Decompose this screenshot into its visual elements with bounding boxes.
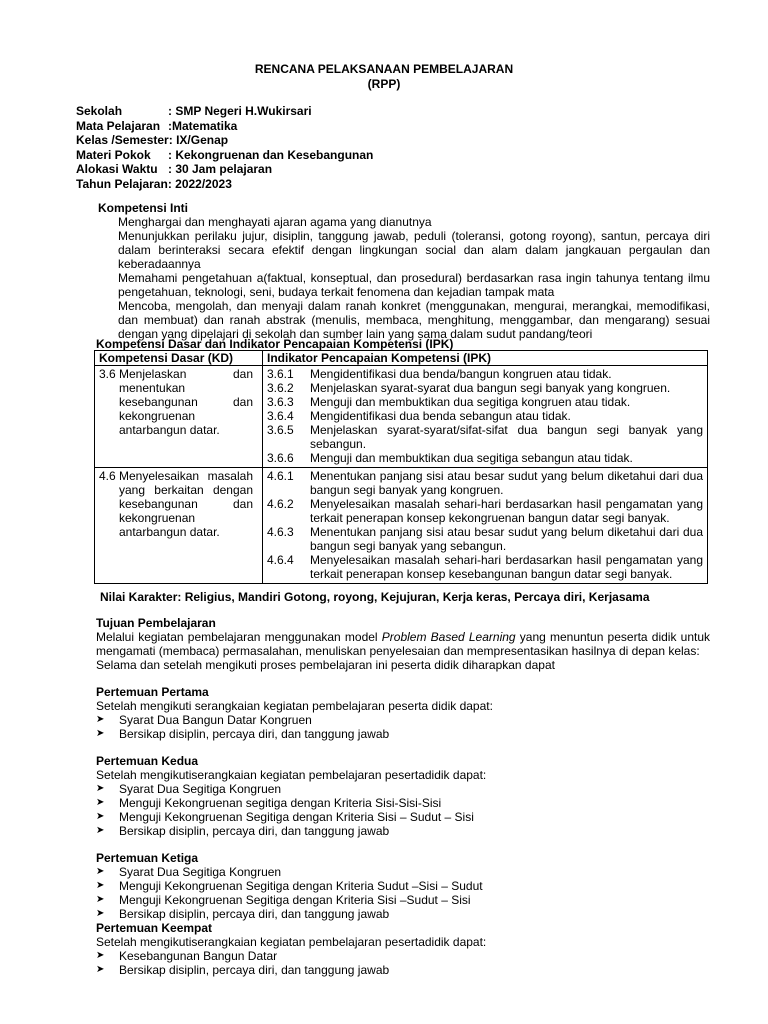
meta-row-kelas: Kelas /Semester: IX/Genap [76, 133, 229, 147]
list-item: ➤ Kesebangunan Bangun Datar [96, 949, 278, 963]
tujuan-paragraph-1: Melalui kegiatan pembelajaran menggunakan model Problem Based Learning yang menuntun peserta didik untuk mengamati (membaca) permasalahan, menuliskan penyelesaian dan mempresentasikan hasilnya di depan kelas: [96, 630, 710, 658]
arrowhead-bullet-icon: ➤ [96, 880, 105, 891]
pertemuan-intro: Setelah mengikuti serangkaian kegiatan pembelajaran peserta didik dapat: [96, 699, 493, 713]
pertemuan-keempat [96, 921, 710, 977]
meta-row-materi: Materi Pokok : Kekongruenan dan Kesebangunan [76, 147, 374, 162]
ki-item-4: Mencoba, mengolah, dan menyaji dalam ranah konkret (menggunakan, mengurai, merangkai, memodifikasi, dan membuat) dan ranah abstrak (menulis, membaca, menghitung, menggambar, dan mengarang) sesuai dengan yang dipelajari di sekolah dan sumber lain yang sama dalam sudut pandang/teori [118, 299, 710, 341]
kd-text: Menyelesaikan masalah yang berkaitan dengan kesebangunan dan kekongruenan antarbangun datar. [119, 469, 253, 539]
arrowhead-bullet-icon: ➤ [96, 950, 105, 961]
ipk-item: 3.6.2 Menjelaskan syarat-syarat dua bangun segi banyak yang kongruen. [267, 381, 671, 395]
meta-row-sekolah: Sekolah : SMP Negeri H.Wukirsari [76, 104, 312, 118]
ipk-item: 4.6.3 Menentukan panjang sisi atau besar sudut yang belum diketahui dari dua bangun segi banyak yang sebangun. [267, 525, 703, 553]
pertemuan-pertama [96, 685, 710, 741]
ipk-item: 4.6.1 Menentukan panjang sisi atau besar sudut yang belum diketahui dari dua bangun segi banyak yang kongruen. [267, 469, 703, 497]
meta-row-tahun: Tahun Pelajaran: 2022/2023 [76, 176, 232, 191]
list-item: ➤ Menguji Kekongruenan Segitiga dengan Kriteria Sisi – Sudut – Sisi [96, 810, 474, 824]
ipk-item: 3.6.3 Menguji dan membuktikan dua segitiga kongruen atau tidak. [267, 395, 631, 409]
identity-block [76, 104, 373, 191]
header-kd: Kompetensi Dasar (KD) [95, 351, 263, 366]
arrowhead-bullet-icon: ➤ [96, 964, 105, 975]
tujuan-paragraph-2: Selama dan setelah mengikuti proses pembelajaran ini peserta didik diharapkan dapat [96, 658, 555, 672]
ipk-item: 3.6.5 Menjelaskan syarat-syarat/sifat-sifat dua bangun segi banyak yang sebangun. [267, 423, 703, 451]
table-header-row [95, 351, 708, 366]
pertemuan-intro: Setelah mengikutiserangkaian kegiatan pembelajaran pesertadidik dapat: [96, 935, 487, 949]
list-item: ➤ Bersikap disiplin, percaya diri, dan tanggung jawab [96, 963, 390, 977]
meta-row-mapel: Mata Pelajaran :Matematika [76, 118, 238, 133]
kd-ipk-table [94, 350, 708, 584]
kompetensi-inti-list [118, 215, 710, 341]
list-item: ➤ Syarat Dua Segitiga Kongruen [96, 865, 282, 879]
list-item: ➤ Syarat Dua Segitiga Kongruen [96, 782, 282, 796]
pertemuan-heading: Pertemuan Ketiga [96, 851, 199, 865]
list-item: ➤ Menguji Kekongruenan Segitiga dengan Kriteria Sisi –Sudut – Sisi [96, 893, 471, 907]
ipk-item: 3.6.4 Mengidentifikasi dua benda sebangun atau tidak. [267, 409, 571, 423]
ipk-item: 3.6.1 Mengidentifikasi dua benda/bangun kongruen atau tidak. [267, 367, 612, 381]
list-item: ➤ Bersikap disiplin, percaya diri, dan tanggung jawab [96, 824, 390, 838]
kd-text: Menjelaskan dan menentukan kesebangunan dan kekongruenan antarbangun datar. [119, 367, 253, 437]
arrowhead-bullet-icon: ➤ [96, 908, 105, 919]
ipk-cell [263, 366, 708, 468]
ipk-item: 4.6.4 Menyelesaikan masalah sehari-hari berdasarkan hasil pengamatan yang terkait penerapan konsep kesebangunan bangun datar segi banyak. [267, 553, 703, 581]
kd-number: 4.6 [99, 469, 116, 483]
pertemuan-heading: Pertemuan Keempat [96, 921, 213, 935]
pertemuan-heading: Pertemuan Pertama [96, 685, 209, 699]
tujuan-pembelajaran [96, 616, 710, 672]
table-row [95, 366, 708, 468]
arrowhead-bullet-icon: ➤ [96, 811, 105, 822]
ki-item-2: Menunjukkan perilaku jujur, disiplin, tanggung jawab, peduli (toleransi, gotong royong), santun, percaya diri dalam berinteraksi secara efektif dengan lingkungan social dan alam dalam jangkauan pergaulan dan keberadaannya [118, 229, 710, 271]
kd-number: 3.6 [99, 367, 116, 381]
pertemuan-kedua [96, 754, 710, 838]
ipk-item: 4.6.2 Menyelesaikan masalah sehari-hari berdasarkan hasil pengamatan yang terkait penerapan konsep kekongruenan bangun datar segi banyak. [267, 497, 703, 525]
title-line-1: RENCANA PELAKSANAAN PEMBELAJARAN [254, 62, 514, 76]
pertemuan-intro: Setelah mengikutiserangkaian kegiatan pembelajaran pesertadidik dapat: [96, 768, 487, 782]
arrowhead-bullet-icon: ➤ [96, 825, 105, 836]
arrowhead-bullet-icon: ➤ [96, 866, 105, 877]
kd-section-heading: Kompetensi Dasar dan Indikator Pencapaian Kompetensi (IPK) [96, 337, 454, 351]
list-item: ➤ Syarat Dua Bangun Datar Kongruen [96, 713, 312, 727]
ki-item-1: Menghargai dan menghayati ajaran agama yang dianutnya [118, 215, 432, 229]
ki-item-3: Memahami pengetahuan a(faktual, konseptual, dan prosedural) berdasarkan rasa ingin tahunya tentang ilmu pengetahuan, teknologi, seni, budaya terkait fenomena dan kejadian tampak mata [118, 271, 710, 299]
list-item: ➤ Menguji Kekongruenan segitiga dengan Kriteria Sisi-Sisi-Sisi [96, 796, 442, 810]
header-ipk: Indikator Pencapaian Kompetensi (IPK) [263, 351, 708, 366]
document-title [0, 62, 768, 92]
arrowhead-bullet-icon: ➤ [96, 797, 105, 808]
list-item: ➤ Menguji Kekongruenan Segitiga dengan Kriteria Sudut –Sisi – Sudut [96, 879, 483, 893]
tujuan-heading: Tujuan Pembelajaran [96, 616, 216, 630]
list-item: ➤ Bersikap disiplin, percaya diri, dan tanggung jawab [96, 727, 390, 741]
title-line-2: (RPP) [367, 77, 401, 91]
pertemuan-heading: Pertemuan Kedua [96, 754, 199, 768]
kd-cell [95, 366, 263, 468]
ipk-item: 3.6.6 Menguji dan membuktikan dua segitiga sebangun atau tidak. [267, 451, 633, 465]
list-item: ➤ Bersikap disiplin, percaya diri, dan tanggung jawab [96, 907, 390, 921]
kd-cell [95, 468, 263, 584]
kompetensi-inti-heading: Kompetensi Inti [98, 201, 189, 215]
arrowhead-bullet-icon: ➤ [96, 728, 105, 739]
table-row [95, 468, 708, 584]
nilai-karakter: Nilai Karakter: Religius, Mandiri Gotong, royong, Kejujuran, Kerja keras, Percaya diri, Kerjasama [100, 590, 650, 604]
arrowhead-bullet-icon: ➤ [96, 783, 105, 794]
arrowhead-bullet-icon: ➤ [96, 714, 105, 725]
meta-row-alokasi: Alokasi Waktu : 30 Jam pelajaran [76, 162, 273, 176]
ipk-cell [263, 468, 708, 584]
pertemuan-ketiga [96, 851, 710, 921]
arrowhead-bullet-icon: ➤ [96, 894, 105, 905]
